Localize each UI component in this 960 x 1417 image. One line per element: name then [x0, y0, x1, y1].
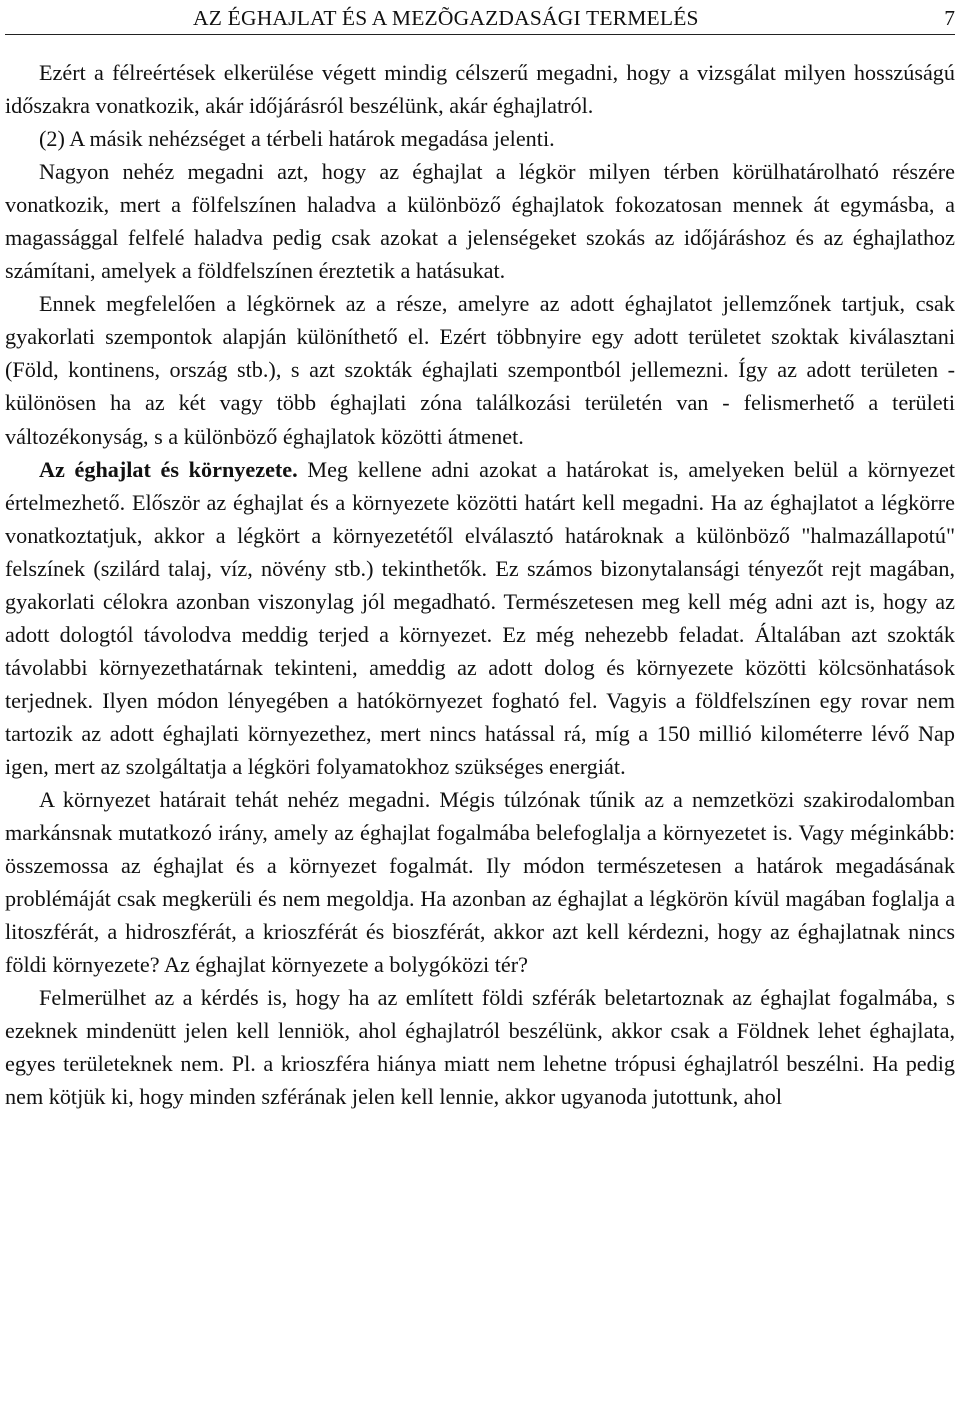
body-text	[5, 56, 955, 1114]
paragraph-1: Ezért a félreértések elkerülése végett mindig célszerű megadni, hogy a vizsgálat milyen hosszúságú időszakra vonatkozik, akár időjárásról beszélünk, akár éghajlatról.	[5, 60, 955, 119]
paragraph-2: (2) A másik nehézséget a térbeli határok megadása jelenti.	[39, 126, 555, 152]
running-header	[5, 0, 955, 35]
paragraph-4: Ennek megfelelően a légkörnek az a része, amelyre az adott éghajlatot jellemzőnek tartjuk, csak gyakorlati szempontok alapján különíthető el. Ezért többnyire egy adott területet szoktak kiválasztani (Föld, kontinens, ország stb.), s azt szokták éghajlati szempontból jellemezni. Így az adott területen - különösen ha az két vagy több éghajlati zóna találkozási területén van - felismerhető a területi változékonyság, s a különböző éghajlatok közötti átmenet.	[5, 291, 955, 449]
page-number: 7	[944, 6, 955, 30]
paragraph-5-text: Meg kellene adni azokat a határokat is, amelyeken belül a környezet értelmezhető. Először az éghajlat és a környezete közötti határt kell megadni. Ha az éghajlatot a légkörre vonatkoztatjuk, akkor a légkört a környezetétől elválasztó határoknak a különböző "halmazállapotú" felszínek (szilárd talaj, víz, növény stb.) tekinthetők. Ez számos bizonytalansági tényezőt rejt magában, gyakorlati célokra azonban viszonylag jól megadható. Természetesen meg kell még adni azt is, hogy az adott dologtól távolodva meddig terjed a környezet. Ez még nehezebb feladat. Általában azt szokták távolabbi környezethatárnak tekinteni, ameddig az adott dolog és környezete közötti kölcsönhatások terjednek. Ilyen módon lényegében a hatókörnyezet fogható fel. Vagyis a földfelszínen egy rovar nem tartozik az adott éghajlati környezethez, mert nincs hatással rá, míg a 150 millió kilométerre lévő Nap igen, mert az szolgáltatja a légköri folyamatokhoz szükséges energiát.	[5, 456, 955, 779]
paragraph-3: Nagyon nehéz megadni azt, hogy az éghajlat a légkör milyen térben körülhatárolható részére vonatkozik, mert a fölfelszínen haladva a különböző éghajlatok fokozatosan mennek át egymásba, a magassággal felfelé haladva pedig csak azokat a jelenségeket szokás az időjáráshoz és az éghajlathoz számítani, amelyek a földfelszínen éreztetik a hatásukat.	[5, 159, 955, 284]
section-heading: Az éghajlat és környezete.	[39, 456, 298, 482]
paragraph-6: A környezet határait tehát nehéz megadni. Mégis túlzónak tűnik az a nemzetközi szakirodalomban markánsnak mutatkozó irány, amely az éghajlat fogalmába belefoglalja a környezetet is. Vagy méginkább: összemossa az éghajlat és a környezet fogalmát. Ily módon természetesen a határok megadásának problémáját csak megkerüli és nem megoldja. Ha azonban az éghajlat a légkörön kívül magában foglalja a litoszférát, a hidroszférát, a krioszférát és bioszférát, akkor azt kell kérdezni, hogy az éghajlatnak nincs földi környezete? Az éghajlat környezete a bolygóközi tér?	[5, 787, 955, 978]
running-title: AZ ÉGHAJLAT ÉS A MEZÕGAZDASÁGI TERMELÉS	[193, 6, 699, 30]
paragraph-7: Felmerülhet az a kérdés is, hogy ha az említett földi szférák beletartoznak az éghajlat fogalmába, s ezeknek mindenütt jelen kell lenniök, ahol éghajlatról beszélünk, akkor csak a Földnek lehet éghajlata, egyes területeknek nem. Pl. a krioszféra hiánya miatt nem lehetne trópusi éghajlatról beszélni. Ha pedig nem kötjük ki, hogy minden szférának jelen kell lennie, akkor ugyanoda jutottunk, ahol	[5, 985, 955, 1110]
paragraph-5	[5, 453, 955, 783]
